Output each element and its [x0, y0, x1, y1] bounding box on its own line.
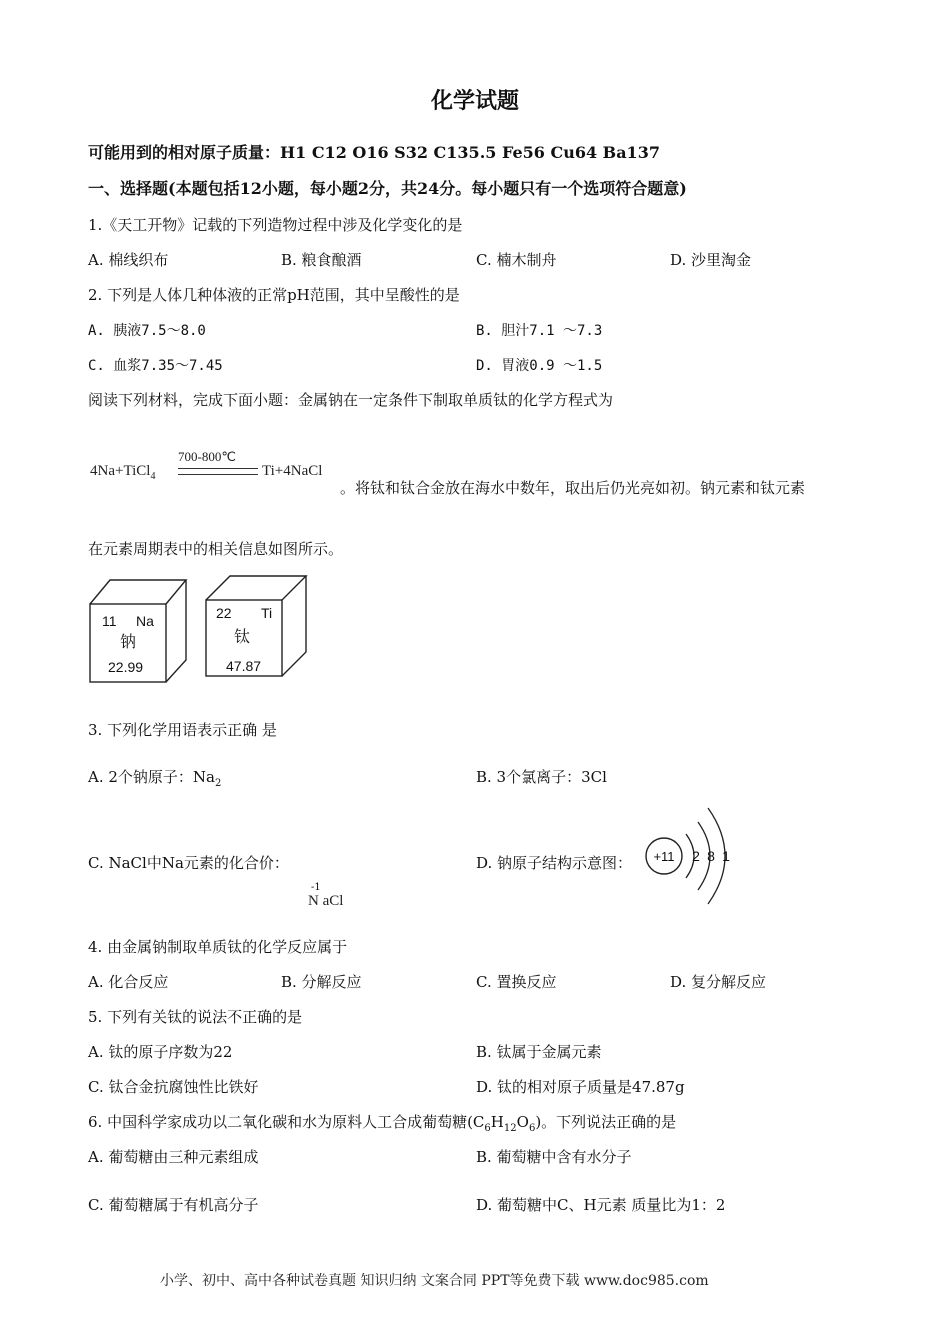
q6-option-c: C. 葡萄糖属于有机高分子	[88, 1196, 259, 1214]
q2-stem: 2. 下列是人体几种体液的正常pH范围，其中呈酸性的是	[88, 286, 460, 304]
sodium-symbol: Na	[136, 613, 154, 629]
section-heading: 一、选择题(本题包括12小题，每小题2分，共24分。每小题只有一个选项符合题意)	[88, 179, 687, 198]
q6-option-d: D. 葡萄糖中C、H元素 质量比为1：2	[476, 1196, 726, 1214]
equation-products: Ti+4NaCl	[262, 463, 323, 479]
q1-stem: 1.《天工开物》记载的下列造物过程中涉及化学变化的是	[88, 216, 463, 234]
q2-option-d: D. 胃液0.9 ～1.5	[476, 358, 603, 374]
equation-subscript: 4	[150, 471, 156, 482]
q1-option-c: C. 楠木制舟	[476, 251, 557, 269]
shell-electrons-2: 8	[707, 848, 715, 864]
q6-sub-c: 6	[484, 1123, 491, 1134]
q3-option-a	[88, 766, 221, 789]
equation-left	[90, 463, 155, 482]
titanium-mass: 47.87	[226, 658, 262, 674]
q3-stem: 3. 下列化学用语表示正确 是	[88, 721, 277, 739]
page-footer: 小学、初中、高中各种试卷真题 知识归纳 文案合同 PPT等免费下载 www.doc985.com	[160, 1273, 709, 1289]
nucleus-charge: +11	[653, 849, 675, 864]
q6-sub-o: 6	[528, 1123, 536, 1134]
q3-valence-mark: -1	[311, 882, 321, 893]
q4-option-b: B. 分解反应	[281, 973, 362, 991]
q3-valence-formula: N aCl	[308, 893, 344, 909]
q5-option-d: D. 钛的相对原子质量是47.87g	[476, 1078, 685, 1096]
q5-stem: 5. 下列有关钛的说法不正确的是	[88, 1008, 303, 1026]
page-title: 化学试题	[430, 88, 519, 114]
q1-option-a: A. 棉线织布	[88, 251, 169, 269]
reading-line2: 在元素周期表中的相关信息如图所示。	[88, 540, 344, 558]
atomic-masses: 可能用到的相对原子质量：H1 C12 O16 S32 C135.5 Fe56 Cu64 Ba137	[88, 143, 660, 162]
q4-option-c: C. 置换反应	[476, 973, 557, 991]
q6-option-b: B. 葡萄糖中含有水分子	[476, 1148, 632, 1166]
sodium-number: 11	[102, 613, 117, 629]
reading-after-equation: 。将钛和钛合金放在海水中数年，取出后仍光亮如初。钠元素和钛元素	[340, 479, 806, 497]
q3-option-c: C. NaCl中Na元素的化合价：	[88, 854, 289, 872]
equation-double-line	[178, 468, 258, 475]
q5-option-a: A. 钛的原子序数为22	[88, 1043, 233, 1061]
q6-stem	[88, 1111, 676, 1134]
q5-option-b: B. 钛属于金属元素	[476, 1043, 602, 1061]
q2-option-a: A. 胰液7.5～8.0	[88, 323, 206, 339]
q6-option-a: A. 葡萄糖由三种元素组成	[88, 1148, 259, 1166]
q2-option-c: C. 血浆7.35～7.45	[88, 358, 223, 374]
titanium-name: 钛	[234, 629, 251, 646]
reading-intro: 阅读下列材料，完成下面小题：金属钠在一定条件下制取单质钛的化学方程式为	[88, 391, 614, 409]
titanium-number: 22	[216, 605, 232, 621]
sodium-atom-structure-diagram	[640, 796, 740, 914]
q6-stem-pre: 6. 中国科学家成功以二氧化碳和水为原料人工合成葡萄糖(C	[88, 1113, 485, 1131]
q1-option-d: D. 沙里淘金	[670, 251, 752, 269]
q6-stem-post: )。下列说法正确的是	[535, 1113, 677, 1131]
equation-condition: 700-800℃	[178, 449, 236, 464]
shell-electrons-1: 2	[692, 848, 700, 864]
titanium-symbol: Ti	[261, 605, 273, 621]
q3-option-d: D. 钠原子结构示意图：	[476, 854, 633, 872]
q3-option-a-text: A. 2个钠原子：Na	[88, 768, 215, 786]
q3-option-b: B. 3个氯离子：3Cl	[476, 768, 607, 786]
q1-option-b: B. 粮食酿酒	[281, 251, 362, 269]
sodium-mass: 22.99	[108, 659, 144, 675]
q4-option-d: D. 复分解反应	[670, 973, 767, 991]
sodium-name: 钠	[120, 634, 137, 651]
q5-option-c: C. 钛合金抗腐蚀性比铁好	[88, 1078, 259, 1096]
equation-reactants: 4Na+TiCl	[90, 463, 151, 479]
q2-option-b: B. 胆汁7.1 ～7.3	[476, 323, 603, 339]
shell-electrons-3: 1	[722, 848, 730, 864]
element-cubes-figure	[86, 572, 336, 688]
q6-o: O	[516, 1113, 529, 1131]
q4-option-a: A. 化合反应	[88, 973, 169, 991]
q6-h: H	[490, 1113, 504, 1131]
q3-option-a-subscript: 2	[214, 778, 222, 789]
q6-sub-h: 12	[503, 1123, 517, 1134]
q4-stem: 4. 由金属钠制取单质钛的化学反应属于	[88, 938, 348, 956]
